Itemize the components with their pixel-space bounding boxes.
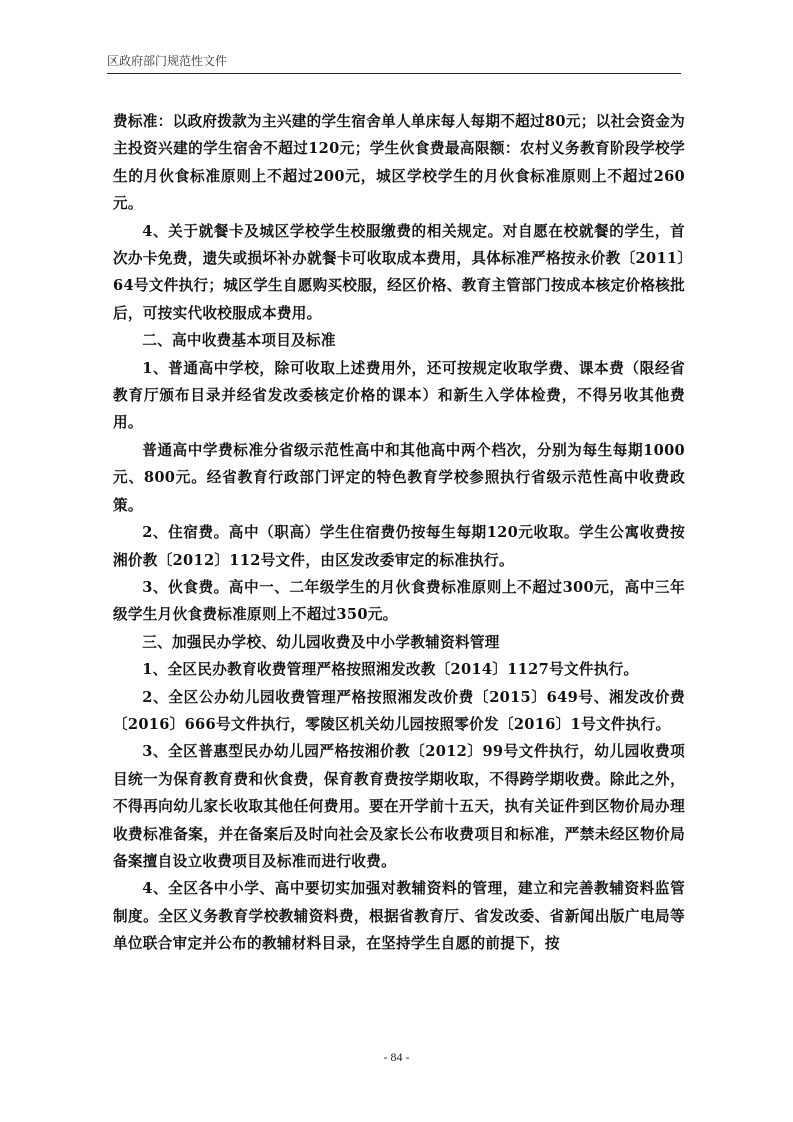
paragraph-meal-card-uniform: 4、关于就餐卡及城区学校学生校服缴费的相关规定。对自愿在校就餐的学生，首次办卡免费，遗失或损坏补办就餐卡可收取成本费用，具体标准严格按永价教〔2011〕64号文件执行；城区学生自愿购买校服，经区价格、教育主管部门按成本核定价格核批后，可按实代收校服成本费用。 (113, 222, 685, 322)
section-heading-private-schools: 三、加强民办学校、幼儿园收费及中小学教辅资料管理 (142, 633, 500, 651)
document-body (113, 108, 685, 958)
paragraph-public-kindergarten: 2、全区公办幼儿园收费管理严格按照湘发改价费〔2015〕649号、湘发改价费〔2016〕666号文件执行，零陵区机关幼儿园按照零价发〔2016〕1号文件执行。 (113, 688, 685, 733)
paragraph-teaching-materials: 4、全区各中小学、高中要切实加强对教辅资料的管理，建立和完善教辅资料监管制度。全区义务教育学校教辅资料费，根据省教育厅、省发改委、省新闻出版广电局等单位联合审定并公布的教辅材料目录，在坚持学生自愿的前提下，按 (113, 880, 685, 953)
paragraph-meal-fee: 3、伙食费。高中一、二年级学生的月伙食费标准原则上不超过300元，高中三年级学生月伙食费标准原则上不超过350元。 (113, 578, 685, 624)
paragraph-fee-standard-continued: 费标准：以政府拨款为主兴建的学生宿舍单人单床每人每期不超过80元；以社会资金为主投资兴建的学生宿舍不超过120元；学生伙食费最高限额：农村义务教育阶段学校学生的月伙食标准原则上不超过200元，城区学校学生的月伙食标准原则上不超过260元。 (113, 113, 685, 213)
header-divider (107, 73, 681, 74)
paragraph-private-education: 1、全区民办教育收费管理严格按照湘发改教〔2014〕1127号文件执行。 (142, 661, 639, 679)
paragraph-accommodation-fee: 2、住宿费。高中（职高）学生住宿费仍按每生每期120元收取。学生公寓收费按湘价教〔2012〕112号文件，由区发改委审定的标准执行。 (113, 524, 685, 569)
page-number: - 84 - (383, 1050, 410, 1064)
paragraph-tuition-standard: 普通高中学费标准分省级示范性高中和其他高中两个档次，分别为每生每期1000元、800元。经省教育行政部门评定的特色教育学校参照执行省级示范性高中收费政策。 (113, 441, 685, 514)
paragraph-inclusive-kindergarten: 3、全区普惠型民办幼儿园严格按湘价教〔2012〕99号文件执行，幼儿园收费项目统一为保育教育费和伙食费，保育教育费按学期收取，不得跨学期收费。除此之外，不得再向幼儿家长收取其他任何费用。要在开学前十五天，执有关证件到区物价局办理收费标准备案，并在备案后及时向社会及家长公布收费项目和标准，严禁未经区物价局备案擅自设立收费项目及标准而进行收费。 (113, 743, 685, 870)
section-heading-high-school-fees: 二、高中收费基本项目及标准 (142, 332, 336, 350)
running-header: 区政府部门规范性文件 (107, 54, 228, 68)
paragraph-high-school-items: 1、普通高中学校，除可收取上述费用外，还可按规定收取学费、课本费（限经省教育厅颁布目录并经省发改委核定价格的课本）和新生入学体检费，不得另收其他费用。 (113, 359, 685, 432)
